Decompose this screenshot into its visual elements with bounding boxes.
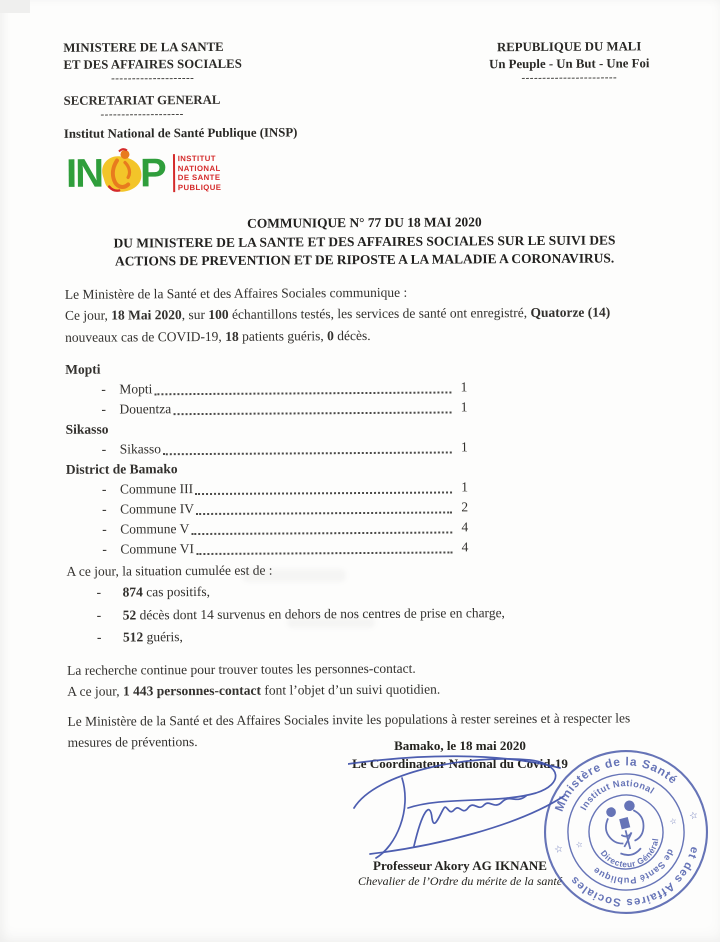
letterhead xyxy=(63,36,663,86)
item-value: 4 xyxy=(461,519,469,535)
insp-logo-wordmark xyxy=(173,154,222,192)
communique-title xyxy=(64,212,664,271)
letterhead-right xyxy=(489,38,650,83)
cumulative-text xyxy=(123,581,211,604)
list-item xyxy=(102,517,468,539)
item-value: 1 xyxy=(461,479,469,495)
signer-honorific: Chevalier de l’Ordre du mérite de la santé xyxy=(357,874,563,888)
stamp-inner-top-text: Institut National xyxy=(578,778,657,812)
intro-seg: patients guéris, xyxy=(238,327,328,344)
contact-seg: A ce jour, xyxy=(67,683,123,699)
dotted-leader xyxy=(195,491,452,495)
insp-logo-letter-p: P xyxy=(139,151,165,196)
official-round-stamp xyxy=(538,744,714,920)
dotted-leader xyxy=(196,551,452,555)
intro-seg: , sur xyxy=(181,306,209,323)
bullet-dash: - xyxy=(101,441,107,457)
region-header: Mopti xyxy=(65,361,101,377)
title-line2: DU MINISTERE DE LA SANTE ET DES AFFAIRES SOCIALES SUR LE SUIVI DES xyxy=(113,231,616,251)
contact-line2 xyxy=(67,677,667,702)
item-value: 1 xyxy=(460,379,468,395)
item-label: Commune V xyxy=(120,521,190,537)
item-label: Mopti xyxy=(119,381,153,397)
closing-paragraph: Le Ministère de la Santé et des Affaires Sociales invite les populations à rester sereines et à respecter les mesures de préventions. xyxy=(67,709,631,750)
stamp-star-icon: ☆ xyxy=(553,843,565,857)
item-value: 2 xyxy=(461,499,469,515)
contact-seg: font l’objet d’un suivi quotidien. xyxy=(260,681,441,698)
insp-wordmark-line: DE SANTE xyxy=(177,172,221,183)
dotted-leader xyxy=(173,411,451,415)
stamp-outer-bottom-text: et des Affaires Sociales xyxy=(568,845,701,909)
country-name: REPUBLIQUE DU MALI xyxy=(496,39,642,55)
cumulative-intro: A ce jour, la situation cumulée est de : xyxy=(66,562,273,579)
secretariat-block xyxy=(64,92,221,120)
place-date: Bamako, le 18 mai 2020 xyxy=(394,738,526,753)
bullet-dash: - xyxy=(96,607,102,623)
cumulative-text xyxy=(123,626,183,649)
intro-seg: décès. xyxy=(333,327,371,343)
bullet-dash: - xyxy=(96,584,102,600)
item-label: Commune VI xyxy=(120,541,195,557)
intro-seg: Ce jour, xyxy=(64,307,112,323)
title-line1: COMMUNIQUE N° 77 DU 18 MAI 2020 xyxy=(247,214,482,231)
dotted-leader xyxy=(163,451,452,455)
letterhead-left xyxy=(63,39,242,84)
insp-wordmark-line: NATIONAL xyxy=(177,163,221,173)
bullet-dash: - xyxy=(101,381,106,397)
bullet-dash: - xyxy=(102,541,107,557)
signer-role: Le Coordinateur National du Covid-19 xyxy=(352,755,568,771)
cumulative-label: décès dont 14 survenus en dehors de nos centres de prise en charge, xyxy=(136,604,505,622)
stamp-inner-bottom-text: de Santé Publique xyxy=(591,847,677,886)
ministry-line: MINISTERE DE LA SANTE xyxy=(63,39,224,55)
dash-divider: ----------------------- xyxy=(521,71,618,85)
dotted-leader xyxy=(191,531,452,535)
scan-smudge xyxy=(242,569,346,582)
cumulative-item xyxy=(97,623,667,649)
cumulative-label: cas positifs, xyxy=(142,583,211,600)
intro-seg-bold: 18 xyxy=(225,328,239,344)
bullet-dash: - xyxy=(102,501,107,517)
region-header: District de Bamako xyxy=(65,461,178,477)
contact-line1: La recherche continue pour trouver toutes les personnes-contact. xyxy=(67,660,416,678)
list-item xyxy=(102,497,468,519)
bullet-dash: - xyxy=(101,401,107,417)
region-header: Sikasso xyxy=(65,421,109,437)
stamp-star-icon: ☆ xyxy=(688,809,700,823)
intro-sentence xyxy=(65,301,665,348)
contact-paragraph xyxy=(67,656,667,703)
stamp-outer-top-text: Ministère de la Santé xyxy=(551,754,681,814)
cumulative-number: 512 xyxy=(122,629,144,645)
intro-seg: nouveaux cas de COVID-19, xyxy=(65,328,226,345)
intro-paragraph xyxy=(65,280,665,348)
contact-count: 1 443 personnes-contact xyxy=(122,682,261,699)
dotted-leader xyxy=(154,391,451,395)
dash-divider: -------------------- xyxy=(100,108,184,121)
dotted-leader xyxy=(196,511,452,515)
item-value: 1 xyxy=(460,399,468,415)
list-item xyxy=(102,537,468,559)
item-label: Sikasso xyxy=(119,441,162,457)
item-label: Commune IV xyxy=(120,501,195,517)
list-item xyxy=(102,437,468,459)
scan-smudge xyxy=(287,617,375,628)
intro-seg-bold: 0 xyxy=(327,327,334,343)
institute-line: Institut National de Santé Publique (INSP) xyxy=(63,125,298,141)
bullet-dash: - xyxy=(96,629,102,645)
cumulative-number: 874 xyxy=(122,584,143,600)
stamp-star-icon: ☆ xyxy=(668,816,678,827)
dash-divider: -------------------- xyxy=(111,72,195,85)
title-line3: ACTIONS DE PREVENTION ET DE RIPOSTE A LA MALADIE A CORONAVIRUS. xyxy=(114,250,615,269)
intro-seg-bold: 18 Mai 2020 xyxy=(111,307,182,323)
intro-seg-bold: Quatorze (14) xyxy=(530,304,611,320)
list-item xyxy=(101,397,467,419)
list-item xyxy=(101,377,467,399)
intro-seg-bold: 100 xyxy=(208,306,229,322)
case-breakdown xyxy=(65,356,666,560)
signer-name: Professeur Akory AG IKNANE xyxy=(373,858,547,873)
insp-logo xyxy=(66,144,664,200)
insp-wordmark-line: PUBLIQUE xyxy=(177,182,222,192)
ministry-line: ET DES AFFAIRES SOCIALES xyxy=(63,56,242,72)
national-motto: Un Peuple - Un But - Une Foi xyxy=(489,56,650,72)
cumulative-label: guéris, xyxy=(143,629,183,645)
stamp-star-icon: ☆ xyxy=(574,839,584,850)
intro-seg: échantillons testés, les services de santé ont enregistré, xyxy=(228,304,531,322)
intro-line1: Le Ministère de la Santé et des Affaires Sociales communique : xyxy=(64,284,408,302)
stamp-center-text: Directeur Général xyxy=(598,837,661,870)
bullet-dash: - xyxy=(101,481,107,497)
item-label: Commune III xyxy=(119,481,194,497)
scan-artifact-corner xyxy=(0,0,30,13)
insp-logo-letters-in: IN xyxy=(65,151,103,196)
item-label: Douentza xyxy=(119,401,172,417)
item-value: 1 xyxy=(460,439,468,455)
cumulative-number: 52 xyxy=(122,606,137,622)
insp-wordmark-line: INSTITUT xyxy=(177,153,217,164)
bullet-dash: - xyxy=(102,521,107,537)
secretariat-line: SECRETARIAT GENERAL xyxy=(63,92,221,108)
list-item xyxy=(102,477,468,499)
item-value: 4 xyxy=(461,539,469,555)
